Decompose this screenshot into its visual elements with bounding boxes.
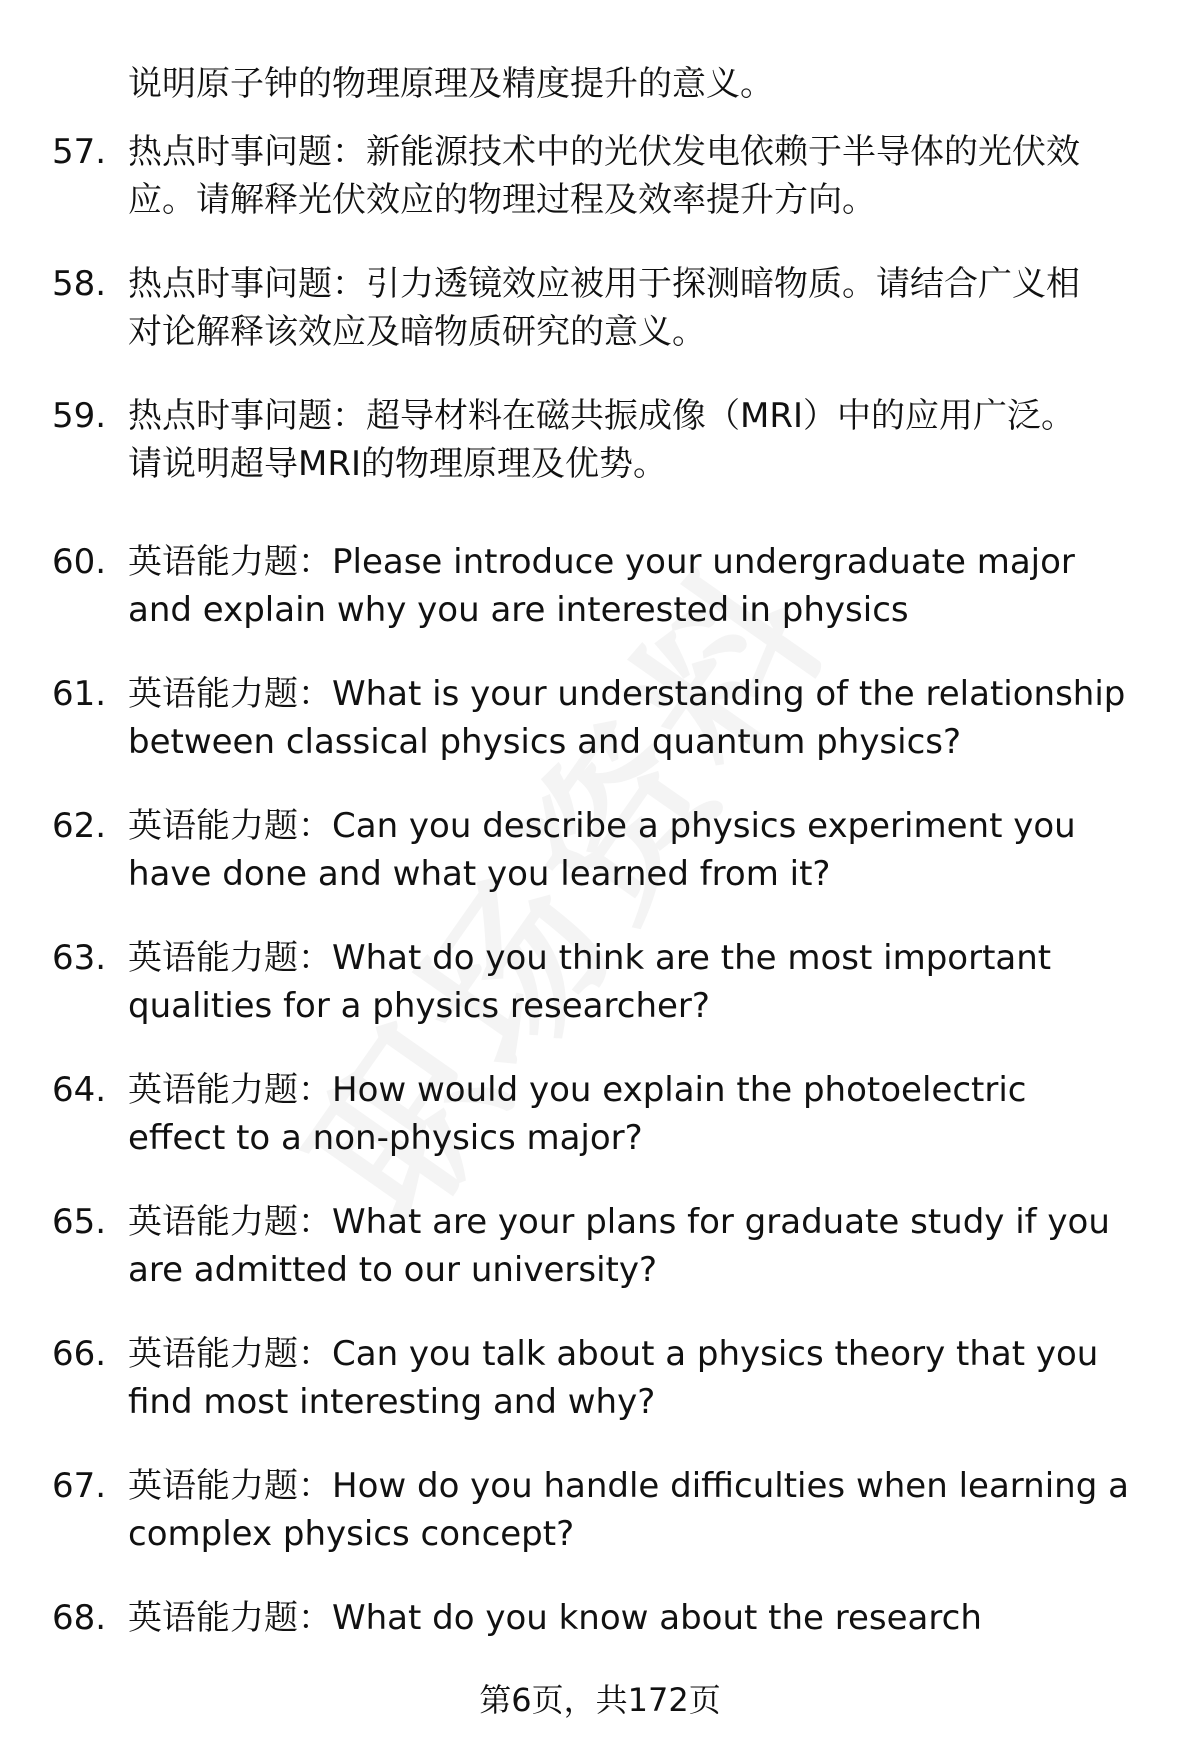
- question-number: 68.: [52, 1598, 107, 1638]
- question-number: 60.: [52, 542, 107, 582]
- question-text-line: 英语能力题：What is your understanding of the relationship: [128, 674, 1126, 714]
- question-number: 66.: [52, 1334, 107, 1374]
- question-text-line: 对论解释该效应及暗物质研究的意义。: [128, 312, 706, 352]
- question-number: 61.: [52, 674, 107, 714]
- question-text-line: 英语能力题：What are your plans for graduate study if you: [128, 1202, 1110, 1242]
- question-number: 67.: [52, 1466, 107, 1506]
- question-number: 57.: [52, 132, 107, 172]
- question-number: 58.: [52, 264, 107, 304]
- question-text-line: between classical physics and quantum physics?: [128, 722, 962, 762]
- question-text-line: 热点时事问题：引力透镜效应被用于探测暗物质。请结合广义相: [128, 264, 1080, 304]
- question-number: 65.: [52, 1202, 107, 1242]
- question-text-line: are admitted to our university?: [128, 1250, 658, 1290]
- question-text-line: and explain why you are interested in physics: [128, 590, 909, 630]
- question-text-line: effect to a non-physics major?: [128, 1118, 643, 1158]
- question-text-line: 请说明超导MRI的物理原理及优势。: [128, 444, 667, 484]
- question-text-line: 英语能力题：What do you think are the most important: [128, 938, 1052, 978]
- question-text-line: qualities for a physics researcher?: [128, 986, 710, 1026]
- question-text-line: complex physics concept?: [128, 1514, 575, 1554]
- question-text-line: 热点时事问题：超导材料在磁共振成像（MRI）中的应用广泛。: [128, 396, 1075, 436]
- page-footer: 第6页，共172页: [479, 1681, 721, 1719]
- question-text-line: 英语能力题：What do you know about the research: [128, 1598, 982, 1638]
- question-number: 59.: [52, 396, 107, 436]
- question-number: 64.: [52, 1070, 107, 1110]
- question-text-line: 英语能力题：Can you talk about a physics theory that you: [128, 1334, 1099, 1374]
- question-number: 62.: [52, 806, 107, 846]
- question-text-line: 英语能力题：How do you handle difficulties when learning a: [128, 1466, 1129, 1506]
- question-text-line: 英语能力题：Can you describe a physics experiment you: [128, 806, 1076, 846]
- question-text-line: 热点时事问题：新能源技术中的光伏发电依赖于半导体的光伏效: [128, 132, 1080, 172]
- question-number: 63.: [52, 938, 107, 978]
- continuation-text: 说明原子钟的物理原理及精度提升的意义。: [128, 64, 774, 104]
- question-text-line: 应。请解释光伏效应的物理过程及效率提升方向。: [128, 180, 876, 220]
- question-text-line: 英语能力题：How would you explain the photoelectric: [128, 1070, 1027, 1110]
- question-text-line: have done and what you learned from it?: [128, 854, 831, 894]
- question-text-line: 英语能力题：Please introduce your undergraduate major: [128, 542, 1075, 582]
- question-text-line: find most interesting and why?: [128, 1382, 656, 1422]
